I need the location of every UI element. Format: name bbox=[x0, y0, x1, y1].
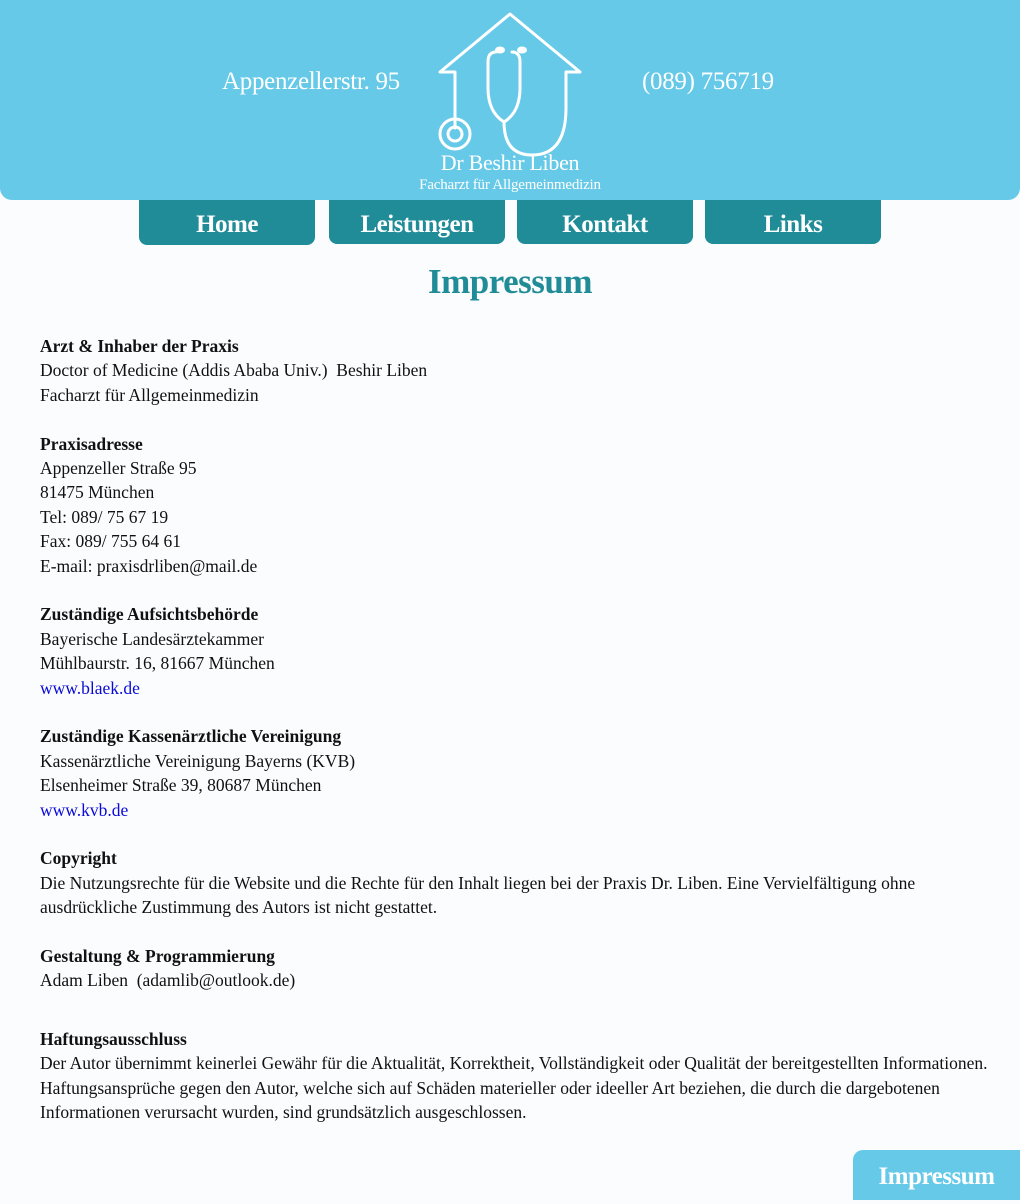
page-title: Impressum bbox=[427, 262, 593, 301]
impressum-footer-button[interactable]: Impressum bbox=[853, 1150, 1020, 1200]
doctor-specialty: Facharzt für Allgemeinmedizin bbox=[419, 177, 601, 193]
address-email: E-mail: praxisdrliben@mail.de bbox=[40, 555, 258, 576]
section-title: Gestaltung & Programmierung bbox=[40, 946, 275, 967]
header-phone: (089) 756719 bbox=[642, 68, 774, 95]
section-kvb bbox=[40, 724, 990, 822]
section-title: Praxisadresse bbox=[40, 433, 143, 454]
blaek-link[interactable]: www.blaek.de bbox=[40, 677, 140, 698]
header-address: Appenzellerstr. 95 bbox=[222, 68, 400, 95]
doctor-name: Dr Beshir Liben bbox=[440, 150, 580, 175]
section-design bbox=[40, 944, 990, 993]
section-title: Arzt & Inhaber der Praxis bbox=[40, 336, 239, 356]
nav-leistungen[interactable]: Leistungen bbox=[329, 200, 505, 244]
section-owner bbox=[40, 334, 990, 407]
section-address bbox=[40, 432, 990, 578]
impressum-content bbox=[40, 334, 990, 1149]
section-title: Zuständige Aufsichtsbehörde bbox=[40, 604, 259, 625]
owner-specialty: Facharzt für Allgemeinmedizin bbox=[40, 384, 259, 405]
site-header bbox=[0, 0, 1020, 200]
address-tel: Tel: 089/ 75 67 19 bbox=[40, 506, 169, 527]
section-authority bbox=[40, 602, 990, 700]
section-copyright bbox=[40, 846, 990, 919]
design-credit: Adam Liben (adamlib@outlook.de) bbox=[40, 970, 296, 991]
copyright-text: Die Nutzungsrechte für die Website und die Rechte für den Inhalt liegen bei der Praxis Dr. Liben. Eine Vervielfältigung ohne ausdrückliche Zustimmung des Autors ist nicht gestattet. bbox=[40, 872, 916, 918]
main-nav bbox=[0, 200, 1020, 246]
owner-degree: Doctor of Medicine (Addis Ababa Univ.) Beshir Liben bbox=[40, 360, 428, 381]
address-city: 81475 München bbox=[40, 482, 155, 503]
section-disclaimer bbox=[40, 1027, 990, 1125]
authority-name: Bayerische Landesärztekammer bbox=[40, 628, 264, 649]
address-fax: Fax: 089/ 755 64 61 bbox=[40, 531, 181, 552]
kvb-address: Elsenheimer Straße 39, 80687 München bbox=[40, 775, 322, 796]
section-title: Zuständige Kassenärztliche Vereinigung bbox=[40, 726, 342, 747]
section-title: Copyright bbox=[40, 848, 117, 869]
house-stethoscope-icon[interactable] bbox=[434, 10, 586, 158]
disclaimer-text: Der Autor übernimmt keinerlei Gewähr für die Aktualität, Korrektheit, Vollständigkeit oder Qualität der bereitgestellten Informationen. Haftungsansprüche gegen den Autor, welche sich auf Schäden materieller oder ideeller Art beziehen, die durch die dargebotenen Informationen verursacht wurden, sind grundsätzlich ausgeschlossen. bbox=[40, 1053, 988, 1123]
authority-address: Mühlbaurstr. 16, 81667 München bbox=[40, 653, 275, 674]
nav-links[interactable]: Links bbox=[705, 200, 881, 244]
kvb-link[interactable]: www.kvb.de bbox=[40, 799, 129, 820]
nav-home[interactable]: Home bbox=[139, 200, 315, 245]
kvb-name: Kassenärztliche Vereinigung Bayerns (KVB) bbox=[40, 750, 356, 771]
nav-kontakt[interactable]: Kontakt bbox=[517, 200, 693, 244]
section-title: Haftungsausschluss bbox=[40, 1028, 187, 1049]
address-street: Appenzeller Straße 95 bbox=[40, 458, 197, 479]
